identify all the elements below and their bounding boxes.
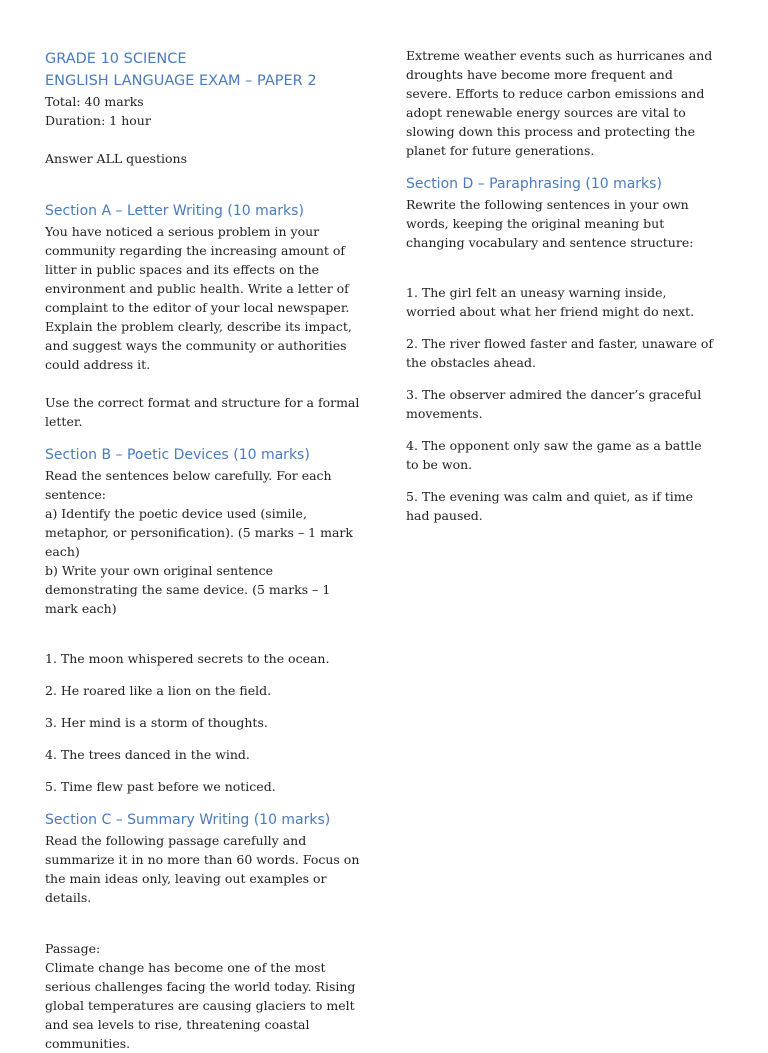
exam-duration: Duration: 1 hour	[45, 113, 151, 128]
section-d-heading: Section D – Paraphrasing (10 marks)	[406, 176, 662, 192]
section-a-heading: Section A – Letter Writing (10 marks)	[45, 203, 304, 219]
exam-title-line2: ENGLISH LANGUAGE EXAM – PAPER 2	[45, 73, 317, 89]
section-b-part-a: a) Identify the poetic device used (simile, metaphor, or personification). (5 marks – 1 mark each)	[45, 506, 353, 559]
section-d-item-1: 1. The girl felt an uneasy warning inside, worried about what her friend might do next.	[406, 285, 695, 319]
section-b-item-2: 2. He roared like a lion on the field.	[45, 683, 272, 698]
section-b-part-b: b) Write your own original sentence demonstrating the same device. (5 marks – 1 mark each)	[45, 563, 331, 616]
exam-title-line1: GRADE 10 SCIENCE	[45, 51, 187, 67]
section-a-prompt: You have noticed a serious problem in your community regarding the increasing amount of litter in public spaces and its effects on the environment and public health. Write a letter of complaint to the editor of your local newspaper. Explain the problem clearly, describe its impact, and suggest ways the community or authorities could address it.	[45, 224, 352, 372]
section-b-item-3: 3. Her mind is a storm of thoughts.	[45, 715, 268, 730]
section-b-item-4: 4. The trees danced in the wind.	[45, 747, 250, 762]
passage-text-part1: Climate change has become one of the most serious challenges facing the world today. Rising global temperatures are causing glaciers to melt and sea levels to rise, threatening coastal communities.	[45, 960, 356, 1051]
right-column	[406, 0, 718, 525]
section-d-item-3: 3. The observer admired the dancer’s graceful movements.	[406, 387, 702, 421]
passage-label: Passage:	[45, 941, 101, 956]
total-marks: Total: 40 marks	[45, 94, 144, 109]
section-c-heading: Section C – Summary Writing (10 marks)	[45, 812, 331, 828]
section-d-item-4: 4. The opponent only saw the game as a battle to be won.	[406, 438, 702, 472]
left-column	[45, 0, 363, 1053]
section-b-intro: Read the sentences below carefully. For each sentence:	[45, 468, 332, 502]
section-b-heading: Section B – Poetic Devices (10 marks)	[45, 447, 310, 463]
section-a-note: Use the correct format and structure for a formal letter.	[45, 395, 360, 429]
section-c-prompt: Read the following passage carefully and summarize it in no more than 60 words. Focus on the main ideas only, leaving out examples or details.	[45, 833, 360, 905]
section-d-item-2: 2. The river flowed faster and faster, unaware of the obstacles ahead.	[406, 336, 713, 370]
section-b-item-1: 1. The moon whispered secrets to the ocean.	[45, 651, 330, 666]
section-d-prompt: Rewrite the following sentences in your own words, keeping the original meaning but changing vocabulary and sentence structure:	[406, 197, 694, 250]
section-b-item-5: 5. Time flew past before we noticed.	[45, 779, 276, 794]
section-d-item-5: 5. The evening was calm and quiet, as if time had paused.	[406, 489, 694, 523]
passage-text-part2: Extreme weather events such as hurricanes and droughts have become more frequent and severe. Efforts to reduce carbon emissions and adopt renewable energy sources are vital to slowing down this process and protecting the planet for future generations.	[406, 48, 713, 158]
answer-instruction: Answer ALL questions	[45, 151, 188, 166]
